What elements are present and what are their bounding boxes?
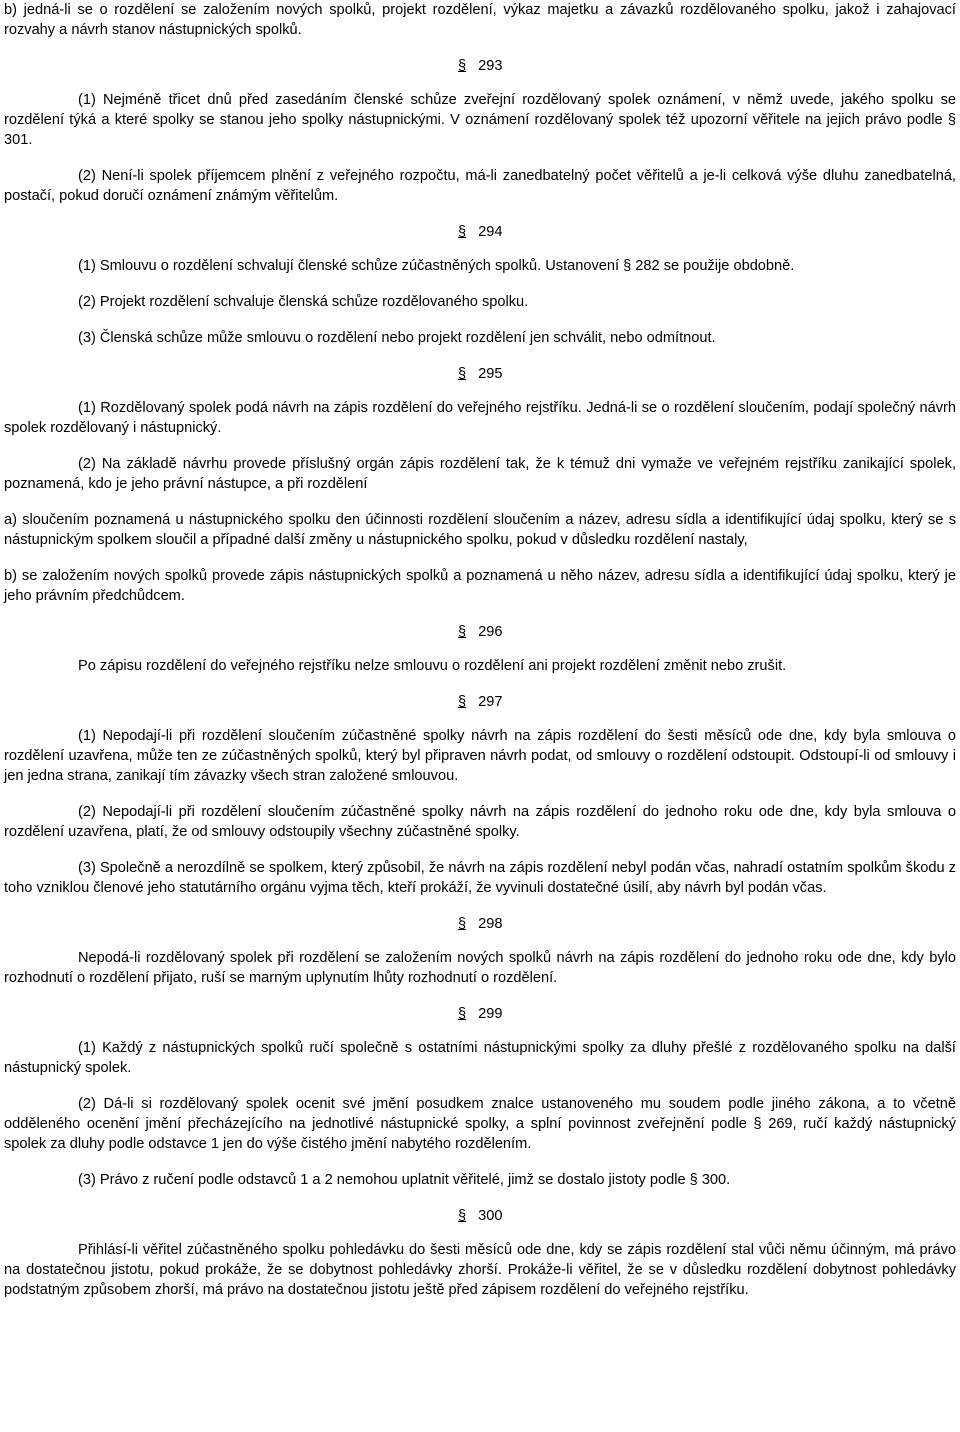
paragraph: (1) Rozdělovaný spolek podá návrh na zápis rozdělení do veřejného rejstříku. Jedná-li se o rozdělení sloučením, podají společný návrh spolek rozdělovaný i nástupnický.: [4, 400, 956, 436]
section-number: 296: [478, 624, 503, 640]
section-symbol: §: [458, 694, 467, 710]
document-body: [4, 0, 956, 1300]
paragraph: b) jedná-li se o rozdělení se založením nových spolků, projekt rozdělení, výkaz majetku a závazků rozdělovaného spolku, jakož i zahajovací rozvahy a návrh stanov nástupnických spolků.: [4, 2, 956, 38]
paragraph: b) se založením nových spolků provede zápis nástupnických spolků a poznamená u něho název, adresu sídla a identifikující údaj spolku, který je jeho právním předchůdcem.: [4, 568, 956, 604]
paragraph: (3) Společně a nerozdílně se spolkem, který způsobil, že návrh na zápis rozdělení nebyl podán včas, nahradí ostatním spolkům škodu z toho vzniklou členové jeho statutárního orgánu vyjma těch, kteří prokáží, že vyvinuli dostatečné úsilí, aby návrh byl podán včas.: [4, 860, 956, 896]
paragraph: Přihlásí-li věřitel zúčastněného spolku pohledávku do šesti měsíců ode dne, kdy se zápis rozdělení stal vůči němu účinným, má právo na dostatečnou jistotu, pokud prokáže, že se dobytnost pohledávky zhorší. Prokáže-li věřitel, že se v důsledku rozdělení dobytnost pohledávky podstatným způsobem zhorší, má právo na dostatečnou jistotu ještě před zápisem rozdělení do veřejného rejstříku.: [4, 1242, 956, 1298]
section-symbol: §: [458, 916, 467, 932]
section-symbol: §: [458, 58, 467, 74]
section-symbol: §: [458, 366, 467, 382]
section-number: 299: [478, 1006, 503, 1022]
section-number: 297: [478, 694, 503, 710]
section-symbol: §: [458, 624, 467, 640]
paragraph: (1) Každý z nástupnických spolků ručí společně s ostatními nástupnickými spolky za dluhy přešlé z rozdělovaného spolku na další nástupnický spolek.: [4, 1040, 956, 1076]
section-heading: [4, 364, 956, 384]
section-number: 298: [478, 916, 503, 932]
paragraph: (1) Nepodají-li při rozdělení sloučením zúčastněné spolky návrh na zápis rozdělení do šesti měsíců ode dne, kdy byla smlouva o rozdělení uzavřena, může ten ze zúčastněných spolků, který byl připraven návrh podat, od smlouvy o rozdělení odstoupit. Odstoupí-li od smlouvy i jen jedna strana, zanikají tím závazky všech stran založené smlouvou.: [4, 728, 956, 784]
section-number: 293: [478, 58, 503, 74]
section-heading: [4, 1206, 956, 1226]
paragraph: (2) Dá-li si rozdělovaný spolek ocenit své jmění posudkem znalce ustanoveného mu soudem podle jiného zákona, a to včetně odděleného ocenění jmění přecházejícího na jednotlivé nástupnické spolky, a splní povinnost zveřejnění podle § 269, ručí každý nástupnický spolek za dluhy podle odstavce 1 jen do výše čistého jmění nabytého rozdělením.: [4, 1096, 956, 1152]
section-heading: [4, 56, 956, 76]
section-number: 300: [478, 1208, 503, 1224]
paragraph: (1) Smlouvu o rozdělení schvalují členské schůze zúčastněných spolků. Ustanovení § 282 se použije obdobně.: [78, 258, 795, 274]
section-heading: [4, 914, 956, 934]
section-number: 295: [478, 366, 503, 382]
paragraph: Po zápisu rozdělení do veřejného rejstříku nelze smlouvu o rozdělení ani projekt rozdělení změnit nebo zrušit.: [78, 658, 787, 674]
paragraph: (2) Nepodají-li při rozdělení sloučením zúčastněné spolky návrh na zápis rozdělení do jednoho roku ode dne, kdy byla smlouva o rozdělení uzavřena, platí, že od smlouvy odstoupily všechny zúčastněné spolky.: [4, 804, 956, 840]
section-heading: [4, 222, 956, 242]
section-symbol: §: [458, 1208, 467, 1224]
paragraph: (3) Členská schůze může smlouvu o rozdělení nebo projekt rozdělení jen schválit, nebo odmítnout.: [78, 330, 716, 346]
paragraph: a) sloučením poznamená u nástupnického spolku den účinnosti rozdělení sloučením a název, adresu sídla a identifikující údaj spolku, který se s nástupnickým spolkem sloučil a případné další změny u nástupnického spolku, pokud v důsledku rozdělení nastaly,: [4, 512, 956, 548]
section-symbol: §: [458, 224, 467, 240]
section-heading: [4, 692, 956, 712]
paragraph: Nepodá-li rozdělovaný spolek při rozdělení se založením nových spolků návrh na zápis rozdělení do jednoho roku ode dne, kdy bylo rozhodnutí o rozdělení přijato, ruší se marným uplynutím lhůty rozhodnutí o rozdělení.: [4, 950, 956, 986]
paragraph: (1) Nejméně třicet dnů před zasedáním členské schůze zveřejní rozdělovaný spolek oznámení, v němž uvede, jakého spolku se rozdělení týká a které spolky se stanou jeho spolky nástupnickými. V oznámení rozdělovaný spolek též upozorní věřitele na jejich právo podle § 301.: [4, 92, 956, 148]
section-heading: [4, 1004, 956, 1024]
paragraph: (2) Není-li spolek příjemcem plnění z veřejného rozpočtu, má-li zanedbatelný počet věřitelů a je-li celková výše dluhu zanedbatelná, postačí, pokud doručí oznámení známým věřitelům.: [4, 168, 956, 204]
paragraph: (2) Na základě návrhu provede příslušný orgán zápis rozdělení tak, že k témuž dni vymaže ve veřejném rejstříku zanikající spolek, poznamená, kdo je jeho právní nástupce, a při rozdělení: [4, 456, 956, 492]
paragraph: (3) Právo z ručení podle odstavců 1 a 2 nemohou uplatnit věřitelé, jimž se dostalo jistoty podle § 300.: [78, 1172, 731, 1188]
section-number: 294: [478, 224, 503, 240]
paragraph: (2) Projekt rozdělení schvaluje členská schůze rozdělovaného spolku.: [78, 294, 529, 310]
section-symbol: §: [458, 1006, 467, 1022]
section-heading: [4, 622, 956, 642]
